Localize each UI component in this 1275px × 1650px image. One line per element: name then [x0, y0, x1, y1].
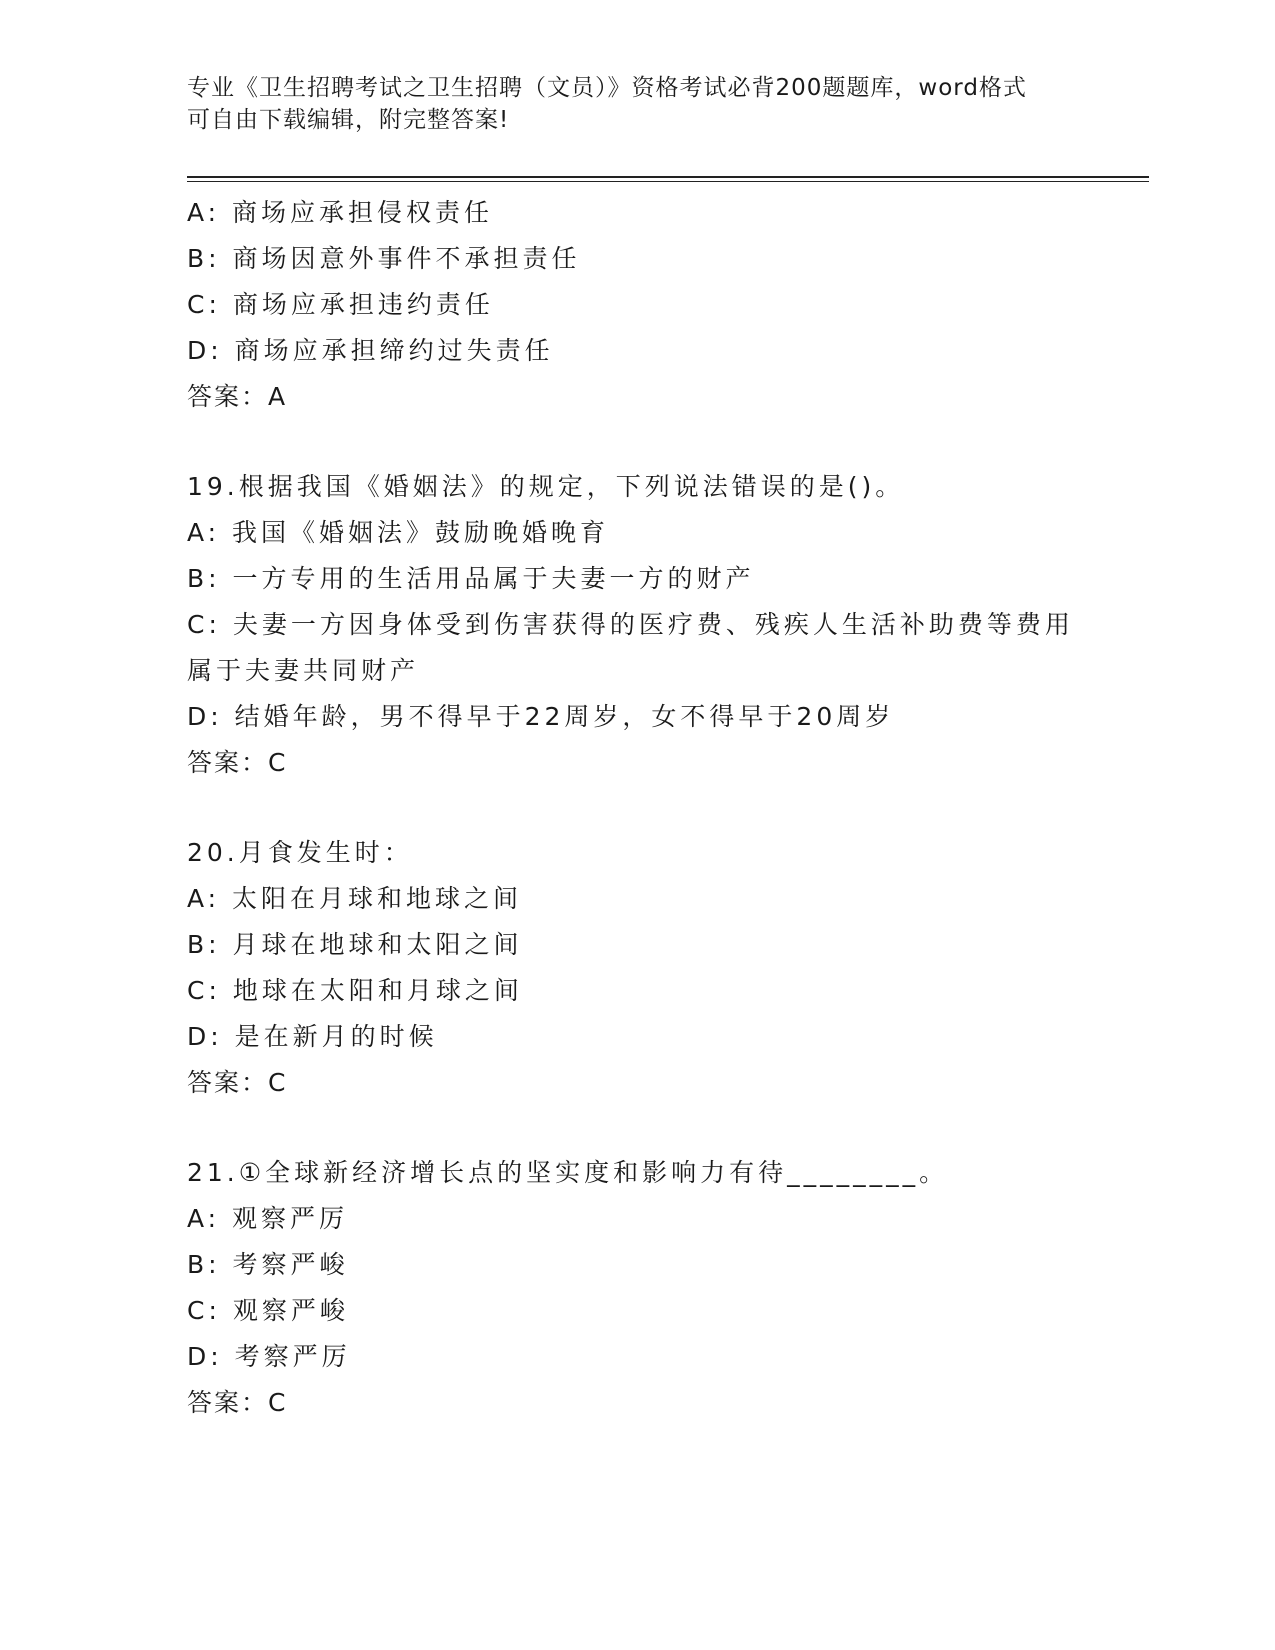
option-d: D: 结婚年龄，男不得早于22周岁，女不得早于20周岁: [187, 702, 895, 731]
document-header: [187, 72, 1087, 136]
question-stem: 21.①全球新经济增长点的坚实度和影响力有待________。: [187, 1158, 949, 1187]
option-d: D: 是在新月的时候: [187, 1022, 438, 1051]
answer-line: 答案：C: [187, 748, 288, 777]
header-divider-thick: [187, 176, 1149, 178]
option-b: B: 月球在地球和太阳之间: [187, 930, 523, 959]
question-21: [187, 1150, 1087, 1426]
option-d: D: 考察严厉: [187, 1342, 351, 1371]
question-spacer: [187, 1106, 1087, 1150]
option-a: A: 商场应承担侵权责任: [187, 198, 494, 227]
answer-line: 答案：C: [187, 1388, 288, 1417]
option-c-continued: 属于夫妻共同财产: [187, 656, 420, 685]
option-c: C: 商场应承担违约责任: [187, 290, 494, 319]
question-20: [187, 830, 1087, 1106]
question-spacer: [187, 420, 1087, 464]
question-18: [187, 190, 1087, 420]
question-stem: 19.根据我国《婚姻法》的规定，下列说法错误的是()。: [187, 472, 905, 501]
option-a: A: 观察严厉: [187, 1204, 349, 1233]
header-title-line-2: 可自由下载编辑，附完整答案!: [187, 107, 510, 133]
question-19: [187, 464, 1087, 786]
option-c: C: 夫妻一方因身体受到伤害获得的医疗费、残疾人生活补助费等费用: [187, 610, 1074, 639]
answer-line: 答案：C: [187, 1068, 288, 1097]
question-stem: 20.月食发生时：: [187, 838, 413, 867]
option-c: C: 地球在太阳和月球之间: [187, 976, 523, 1005]
question-spacer: [187, 786, 1087, 830]
header-divider-thin: [187, 181, 1149, 182]
option-a: A: 我国《婚姻法》鼓励晚婚晚育: [187, 518, 610, 547]
option-c: C: 观察严峻: [187, 1296, 349, 1325]
option-b: B: 商场因意外事件不承担责任: [187, 244, 581, 273]
header-title-line-1: 专业《卫生招聘考试之卫生招聘（文员）》资格考试必背200题题库，word格式: [187, 75, 1027, 101]
question-list: [187, 190, 1087, 1426]
option-d: D: 商场应承担缔约过失责任: [187, 336, 554, 365]
answer-line: 答案：A: [187, 382, 288, 411]
option-b: B: 考察严峻: [187, 1250, 349, 1279]
option-b: B: 一方专用的生活用品属于夫妻一方的财产: [187, 564, 755, 593]
option-a: A: 太阳在月球和地球之间: [187, 884, 523, 913]
